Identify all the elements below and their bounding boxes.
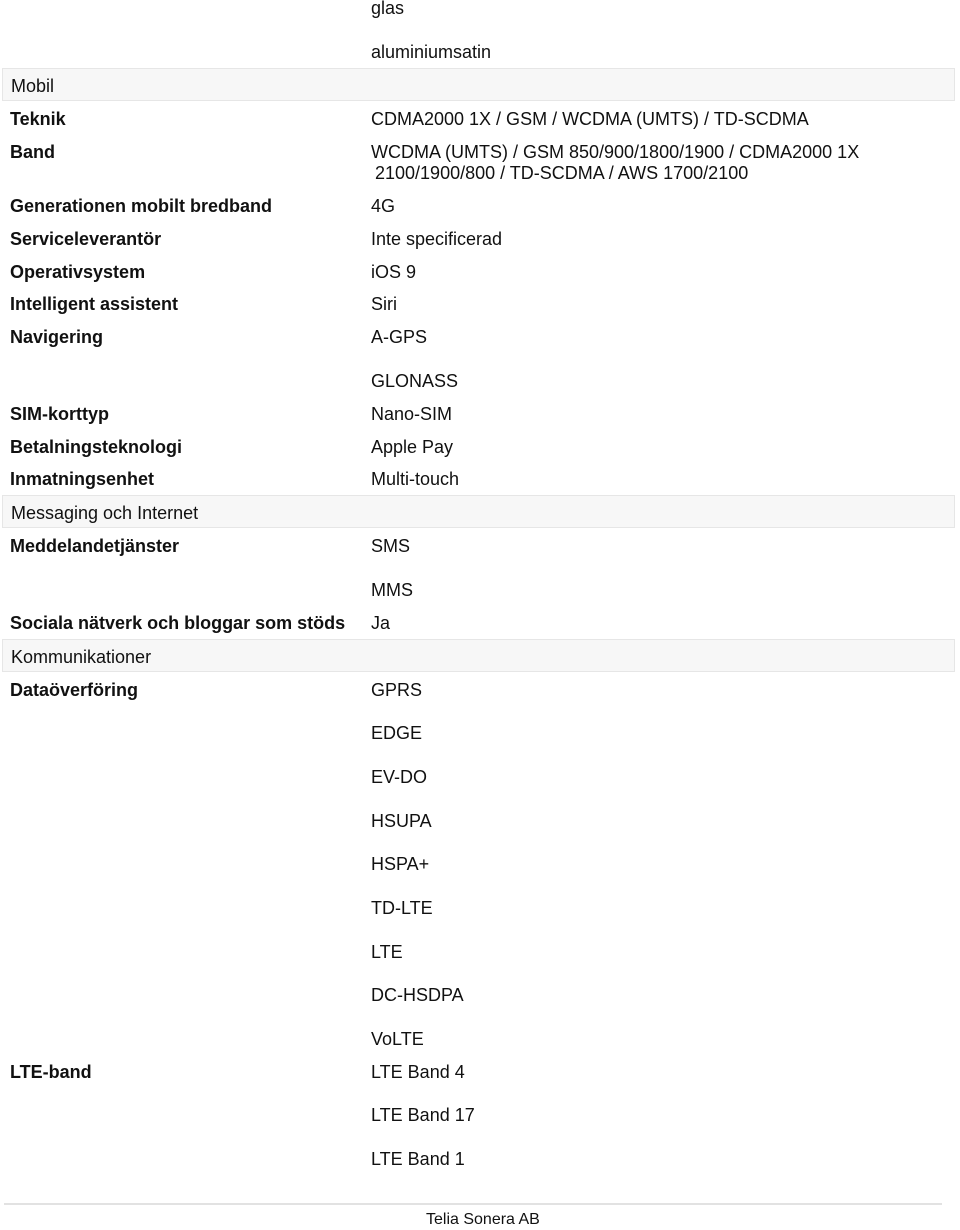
value-input: Multi-touch [371, 469, 460, 489]
label-teknik: Teknik [10, 109, 66, 129]
value-payment: Apple Pay [371, 437, 454, 457]
value-navigation-2: GLONASS [371, 371, 459, 391]
label-generation: Generationen mobilt bredband [10, 196, 273, 216]
value-messaging-1: SMS [371, 536, 411, 556]
label-social: Sociala nätverk och bloggar som stöds [10, 613, 346, 633]
footer-text: Telia Sonera AB [426, 1211, 540, 1228]
section-title: Mobil [11, 76, 55, 96]
section-header-messaging [2, 495, 955, 528]
value-sim: Nano-SIM [371, 404, 453, 424]
section-header-mobil [2, 68, 955, 101]
section-header-kommunikationer [2, 639, 955, 672]
label-service-provider: Serviceleverantör [10, 229, 162, 249]
material-value-1: glas [371, 0, 405, 18]
value-teknik: CDMA2000 1X / GSM / WCDMA (UMTS) / TD-SCDMA [371, 109, 809, 129]
value-data-8: DC-HSDPA [371, 985, 464, 1005]
value-lte-band-1: LTE Band 4 [371, 1062, 465, 1082]
section-title: Kommunikationer [11, 647, 152, 667]
value-data-4: HSUPA [371, 811, 432, 831]
value-generation: 4G [371, 196, 396, 216]
label-payment: Betalningsteknologi [10, 437, 183, 457]
value-lte-band-3: LTE Band 1 [371, 1149, 465, 1169]
value-data-2: EDGE [371, 723, 423, 743]
label-input: Inmatningsenhet [10, 469, 155, 489]
value-service-provider: Inte specificerad [371, 229, 503, 249]
value-os: iOS 9 [371, 262, 417, 282]
value-messaging-2: MMS [371, 580, 413, 600]
label-data-transfer: Dataöverföring [10, 680, 139, 700]
material-value-2: aluminiumsatin [371, 42, 492, 62]
value-data-9: VoLTE [371, 1029, 424, 1049]
label-os: Operativsystem [10, 262, 146, 282]
section-title: Messaging och Internet [11, 503, 199, 523]
value-data-7: LTE [371, 942, 403, 962]
label-lte-band: LTE-band [10, 1062, 92, 1082]
label-navigation: Navigering [10, 327, 104, 347]
value-band-line2: 2100/1900/800 / TD-SCDMA / AWS 1700/2100 [375, 163, 749, 183]
label-messaging: Meddelandetjänster [10, 536, 180, 556]
value-data-3: EV-DO [371, 767, 428, 787]
value-navigation-1: A-GPS [371, 327, 428, 347]
label-sim: SIM-korttyp [10, 404, 109, 424]
value-data-6: TD-LTE [371, 898, 433, 918]
value-assistant: Siri [371, 294, 397, 314]
label-band: Band [10, 142, 55, 162]
value-lte-band-2: LTE Band 17 [371, 1105, 475, 1125]
footer-divider [4, 1203, 942, 1205]
value-band-line1: WCDMA (UMTS) / GSM 850/900/1800/1900 / CDMA2000 1X [371, 142, 860, 162]
value-social: Ja [371, 613, 391, 633]
value-data-5: HSPA+ [371, 854, 430, 874]
value-data-1: GPRS [371, 680, 423, 700]
label-assistant: Intelligent assistent [10, 294, 179, 314]
